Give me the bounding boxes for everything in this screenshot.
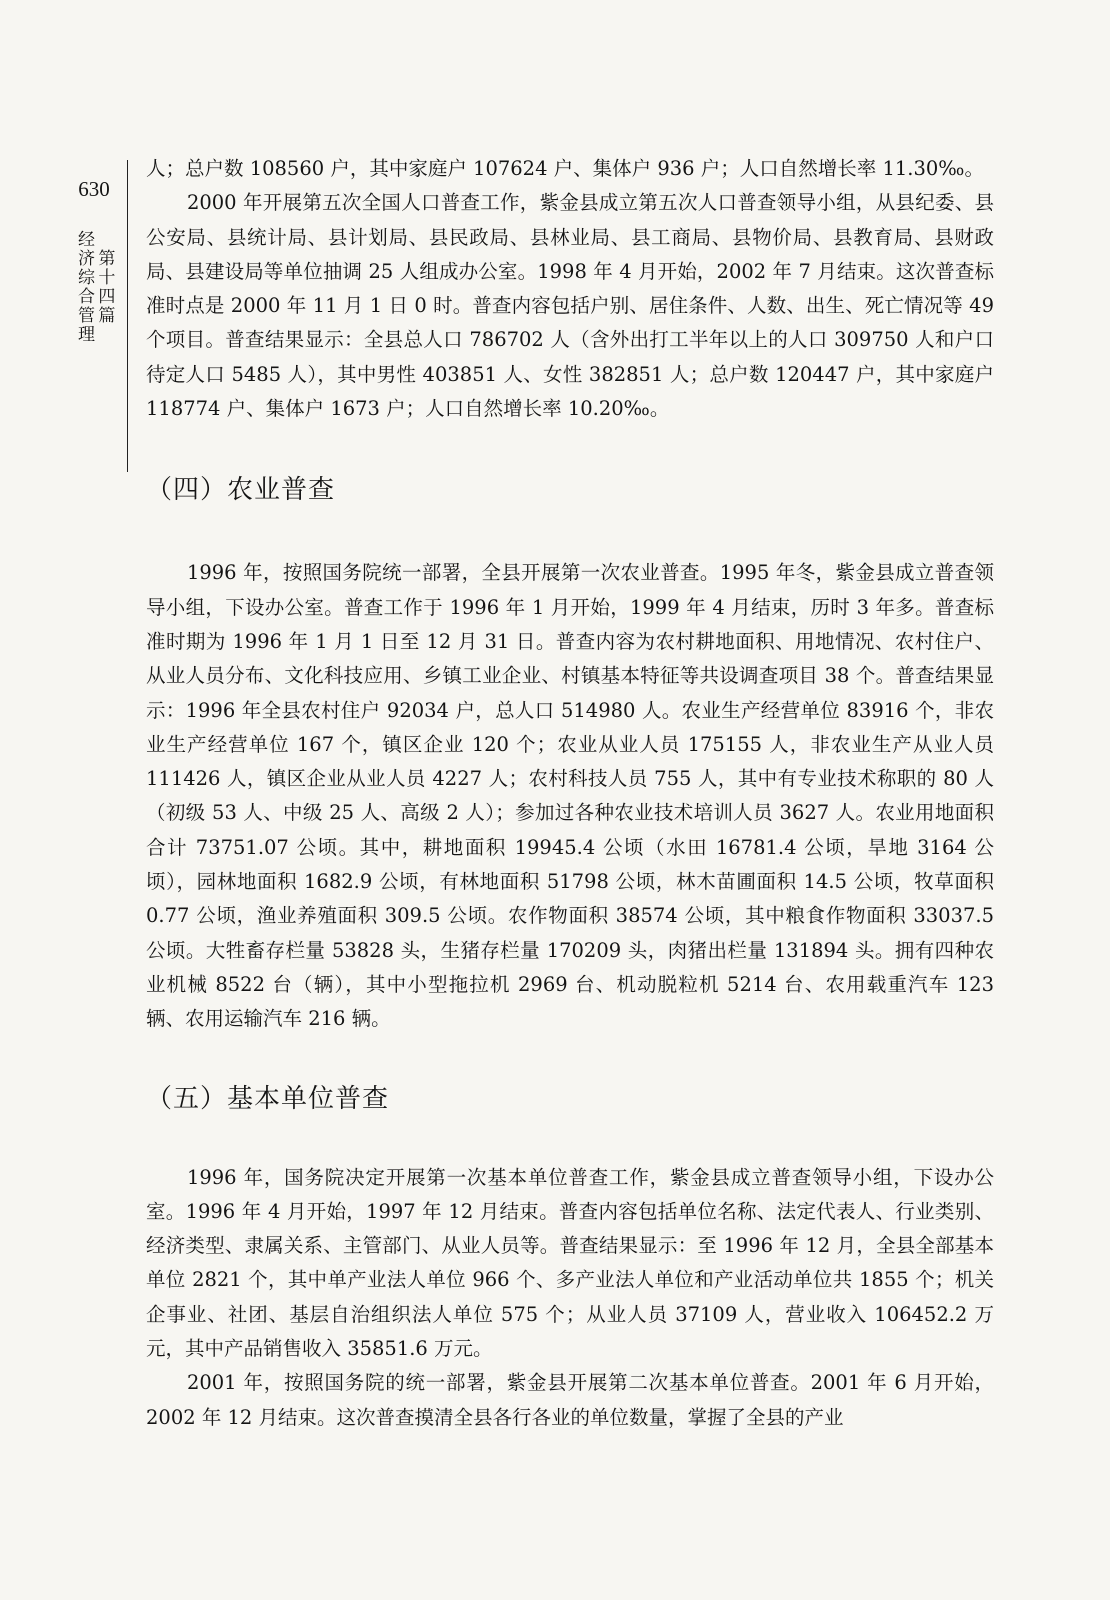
paragraph-basic-units-2001: 2001 年，按照国务院的统一部署，紫金县开展第二次基本单位普查。2001 年 6 月开始，2002 年 12 月结束。这次普查摸清全县各行各业的单位数量，掌握了全县的产业 — [146, 1371, 994, 1429]
page-margin — [70, 155, 118, 344]
paragraph-continued: 人；总户数 108560 户，其中家庭户 107624 户、集体户 936 户；人口自然增长率 11.30‰。 — [146, 157, 984, 180]
paragraph-census-fifth: 2000 年开展第五次全国人口普查工作，紫金县成立第五次人口普查领导小组，从县纪委、县公安局、县统计局、县计划局、县民政局、县林业局、县工商局、县物价局、县教育局、县财政局、县建设局等单位抽调 25 人组成办公室。1998 年 4 月开始，2002 年 7 月结束。这次普查标准时点是 2000 年 11 月 1 日 0 时。普查内容包括户别、居住条件、人数、出生、死亡情况等 49 个项目。普查结果显示：全县总人口 786702 人（含外出打工半年以上的人口 309750 人和户口待定人口 5485 人），其中男性 403851 人、女性 382851 人；总户数 120447 户，其中家庭户 118774 户、集体户 1673 户；人口自然增长率 10.20‰。 — [146, 191, 994, 421]
paragraph-basic-units-1996: 1996 年，国务院决定开展第一次基本单位普查工作，紫金县成立普查领导小组，下设办公室。1996 年 4 月开始，1997 年 12 月结束。普查内容包括单位名称、法定代表人、行业类别、经济类型、隶属关系、主管部门、从业人员等。普查结果显示：至 1996 年 12 月，全县全部基本单位 2821 个，其中单产业法人单位 966 个、多产业法人单位和产业活动单位共 1855 个；机关企事业、社团、基层自治组织法人单位 575 个；从业人员 37109 人，营业收入 106452.2 万元，其中产品销售收入 35851.6 万元。 — [146, 1165, 994, 1361]
page-body — [146, 152, 994, 1435]
running-header — [74, 230, 115, 344]
margin-divider — [127, 160, 128, 472]
chapter-title: 经济综合管理 — [74, 230, 94, 344]
section-heading-basic-units: （五）基本单位普查 — [146, 1083, 390, 1114]
section-heading-agriculture: （四）农业普查 — [146, 475, 336, 506]
paragraph-agriculture: 1996 年，按照国务院统一部署，全县开展第一次农业普查。1995 年冬，紫金县成立普查领导小组，下设办公室。普查工作于 1996 年 1 月开始，1999 年 4 月结束，历时 3 年多。普查标准时期为 1996 年 1 月 1 日至 12 月 31 日。普查内容为农村耕地面积、用地情况、农村住户、从业人员分布、文化科技应用、乡镇工业企业、村镇基本特征等共设调查项目 38 个。普查结果显示：1996 年全县农村住户 92034 户，总人口 514980 人。农业生产经营单位 83916 个，非农业生产经营单位 167 个，镇区企业 120 个；农业从业人员 175155 人，非农业生产从业人员 111426 人，镇区企业从业人员 4227 人；农村科技人员 755 人，其中有专业技术称职的 80 人（初级 53 人、中级 25 人、高级 2 人）；参加过各种农业技术培训人员 3627 人。农业用地面积合计 73751.07 公顷。其中，耕地面积 19945.4 公顷（水田 16781.4 公顷，旱地 3164 公顷），园林地面积 1682.9 公顷，有林地面积 51798 公顷，林木苗圃面积 14.5 公顷，牧草面积 0.77 公顷，渔业养殖面积 309.5 公顷。农作物面积 38574 公顷，其中粮食作物面积 33037.5 公顷。大牲畜存栏量 53828 头，生猪存栏量 170209 头，肉猪出栏量 131894 头。拥有四种农业机械 8522 台（辆），其中小型拖拉机 2969 台、机动脱粒机 5214 台、农用载重汽车 123 辆、农用运输汽车 216 辆。 — [146, 561, 994, 1031]
chapter-label: 第十四篇 — [94, 249, 115, 325]
page-number: 630 — [78, 177, 110, 201]
